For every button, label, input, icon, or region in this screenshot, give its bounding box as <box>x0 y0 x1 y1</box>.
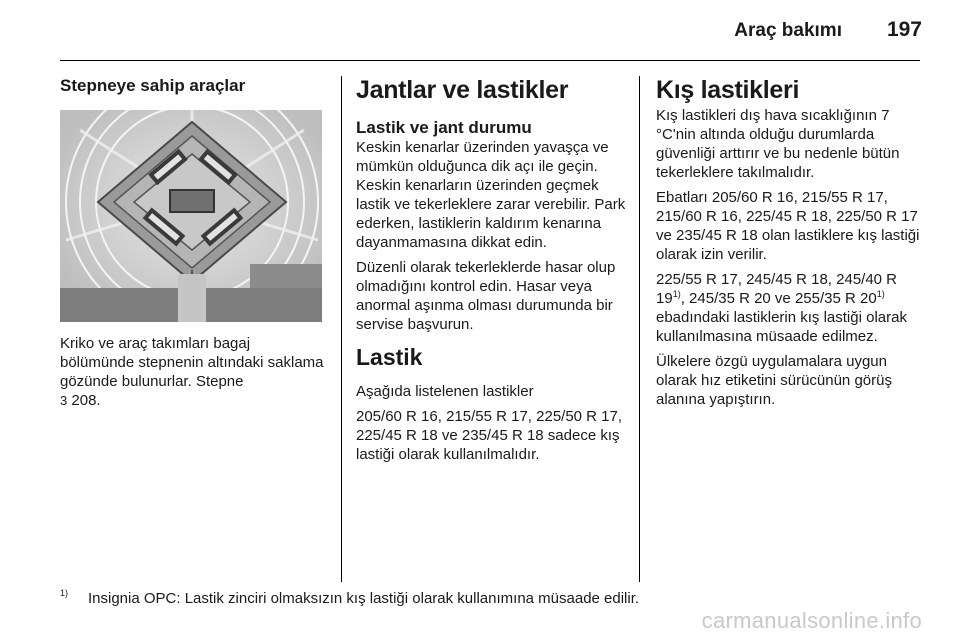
tyre-condition-paragraph-1: Keskin kenarlar üzerinden yavaşça ve mümkün olduğunca dik açı ile geçin. Keskin kenarların üzerinden geçmek lastik ve tekerleklere zarar verebilir. Park ederken, lastiklerin kaldırım kenarına dayanmamasına dikkat edin. <box>356 139 626 251</box>
page-number: 197 <box>886 18 922 41</box>
wheels-tyres-title: Jantlar ve lastikler <box>356 76 569 104</box>
jack-drawing <box>60 110 322 322</box>
column-spare-wheel <box>60 76 328 416</box>
tyre-heading: Lastik <box>356 344 423 370</box>
header-divider <box>60 60 920 61</box>
footnote-mark: 1) <box>60 588 69 598</box>
spare-wheel-jack-illustration <box>60 110 322 322</box>
spare-wheel-caption: Kriko ve araç takımları bagaj bölümünde stepnenin altındaki saklama gözünde bulunurlar. Stepne 3 208. <box>60 335 324 409</box>
column-divider-left <box>341 76 342 582</box>
winter-tyres-paragraph-1: Kış lastikleri dış hava sıcaklığının 7 °C'nin altında olduğu durumlarda güvenliği arttırır ve bu nedenle bütün tekerleklere takılmalıdır. <box>656 107 900 181</box>
winter-tyres-paragraph-4: Ülkelere özgü uygulamalara uygun olarak hız etiketini sürücünün görüş alanına yapıştırın. <box>656 353 892 408</box>
column-divider-right <box>639 76 640 582</box>
tyre-list-intro: Aşağıda listelenen lastikler <box>356 383 534 400</box>
tyre-condition-subheading: Lastik ve jant durumu <box>356 118 532 137</box>
page-reference-arrow-icon: 3 <box>60 393 68 408</box>
footnote-ref-2: 1) <box>876 289 885 299</box>
winter-tyres-paragraph-2: Ebatları 205/60 R 16, 215/55 R 17, 215/60 R 16, 225/45 R 18, 225/50 R 17 ve 235/45 R 18 olan lastiklere kış lastiği olarak izin verilir. <box>656 189 920 263</box>
tyre-list-paragraph: 205/60 R 16, 215/55 R 17, 225/50 R 17, 225/45 R 18 ve 235/45 R 18 sadece kış lastiği olarak kullanılmalıdır. <box>356 408 623 463</box>
column-winter-tyres <box>656 76 924 415</box>
header-section-title: Araç bakımı <box>734 20 842 41</box>
footnote-ref-1: 1) <box>672 289 681 299</box>
winter-tyres-title: Kış lastikleri <box>656 76 800 104</box>
spare-wheel-heading: Stepneye sahip araçlar <box>60 76 246 95</box>
tyre-condition-paragraph-2: Düzenli olarak tekerleklerde hasar olup olmadığını kontrol edin. Hasar veya anormal aşınma olması durumunda bir servise başvurun. <box>356 259 616 333</box>
column-wheels-tyres <box>356 76 631 470</box>
winter-tyres-paragraph-3: 225/55 R 17, 245/45 R 18, 245/40 R 19$^{1)}$, 245/35 R 20 ve 255/35 R 20$^{1)}$ ebadındaki lastiklerin kış lastiği olarak kullanılmasına müsaade edilmez. <box>656 271 907 345</box>
page-reference-link[interactable]: 208. <box>71 392 101 409</box>
footnote-text: Insignia OPC: Lastik zinciri olmaksızın kış lastiği olarak kullanımına müsaade edilir. <box>88 590 640 607</box>
watermark: carmanualsonline.info <box>701 608 922 633</box>
